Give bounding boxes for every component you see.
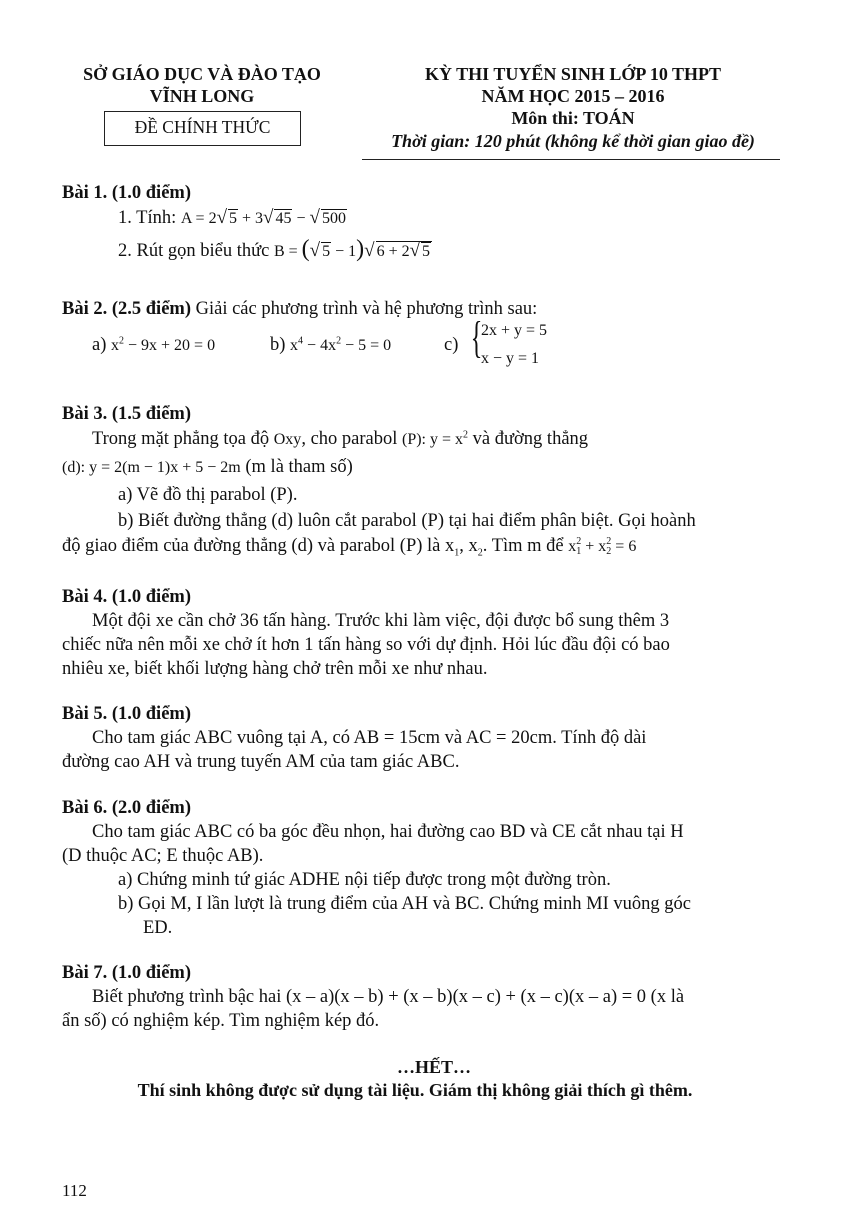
bai2-heading [62, 298, 537, 320]
radicand: 5 [422, 243, 431, 260]
expr-part: − 9x + 20 = 0 [124, 337, 216, 354]
end-marker: …HẾT… [396, 1057, 471, 1077]
bai7-line2: ẩn số) có nghiệm kép. Tìm nghiệm kép đó. [62, 1011, 380, 1031]
bai2-b-expr [290, 337, 391, 354]
expr-part: − 1 [331, 243, 357, 260]
department-name: SỞ GIÁO DỤC VÀ ĐÀO TẠO [83, 64, 321, 84]
expr-part: x [111, 337, 119, 354]
bai3-line2 [62, 456, 353, 479]
bai6-b-line2: ED. [143, 918, 173, 938]
text-part: , x [459, 536, 478, 556]
text-part: . Tìm m để [482, 536, 564, 556]
bai2-c-eq1: 2x + y = 5 [481, 322, 548, 339]
expr-part: 6 + 2 [376, 243, 410, 260]
bai1-q2-expr [273, 236, 432, 262]
subscript: 2 [477, 547, 483, 559]
sqrt-icon: √ [309, 240, 321, 261]
bai3-a: a) Vẽ đồ thị parabol (P). [118, 485, 298, 505]
bai6-a: a) Chứng minh tứ giác ADHE nội tiếp được trong một đường tròn. [118, 870, 611, 890]
item-label: b) [270, 335, 286, 355]
bai6-title: Bài 6. (2.0 điểm) [62, 798, 191, 818]
bai5-title: Bài 5. (1.0 điểm) [62, 704, 191, 724]
radicand: 500 [321, 210, 346, 227]
bai3-b-line2 [62, 535, 636, 558]
expr-part: (P): y = x [402, 431, 464, 448]
expr-part: + x [581, 538, 607, 555]
sqrt-icon: √ [309, 207, 320, 228]
expr-part: − 5 = 0 [341, 337, 392, 354]
line-d-expr: (d): y = 2(m − 1)x + 5 − 2m [62, 459, 241, 476]
bai2-b [270, 334, 391, 357]
text-part: , cho parabol [301, 429, 398, 449]
bai1-title: Bài 1. (1.0 điểm) [62, 183, 191, 203]
sqrt-icon: √ [216, 207, 228, 228]
bai5-line2: đường cao AH và trung tuyến AM của tam giác ABC. [62, 752, 460, 772]
exponent: 2 [336, 335, 342, 347]
bai6-line2: (D thuộc AC; E thuộc AB). [62, 846, 264, 866]
bai3-b-line1: b) Biết đường thẳng (d) luôn cắt parabol (P) tại hai điểm phân biệt. Gọi hoành [118, 511, 696, 531]
exam-rules-note: Thí sinh không được sử dụng tài liệu. Giám thị không giải thích gì thêm. [137, 1080, 693, 1100]
bai2-title: Bài 2. (2.5 điểm) [62, 299, 191, 319]
bai4-line1: Một đội xe cần chở 36 tấn hàng. Trước khi làm việc, đội được bổ sung thêm 3 [92, 611, 670, 631]
bai2-c-eq2: x − y = 1 [481, 350, 540, 367]
bai6-b-line1: b) Gọi M, I lần lượt là trung điểm của AH và BC. Chứng minh MI vuông góc [118, 894, 691, 914]
text-part: (m là tham số) [245, 457, 353, 477]
bai1-q1 [118, 207, 347, 230]
bai1-q1-expr [180, 207, 347, 228]
exam-title: KỲ THI TUYỂN SINH LỚP 10 THPT [424, 64, 722, 84]
paren: ( [301, 236, 310, 262]
sqrt-icon: √ [263, 207, 274, 228]
bai1-q2-prefix: 2. Rút gọn biểu thức [118, 241, 270, 261]
bai3-b-expr [568, 536, 637, 558]
expr-part: B = [273, 243, 302, 260]
expr-part: = 6 [611, 538, 637, 555]
item-label: a) [92, 335, 107, 355]
expr-part: − 4x [303, 337, 337, 354]
sqrt-icon: √ [364, 240, 375, 261]
brace-icon: { [470, 313, 483, 362]
paren: ) [356, 236, 365, 262]
expr-part: x [568, 538, 577, 555]
exam-time: Thời gian: 120 phút (không kể thời gian giao đề) [391, 131, 755, 151]
exponent: 2 [463, 429, 469, 441]
text-part: và đường thẳng [472, 429, 589, 449]
header-underline [362, 159, 780, 160]
bai4-line3: nhiêu xe, biết khối lượng hàng chở trên mỗi xe như nhau. [62, 659, 488, 679]
bai5-line1: Cho tam giác ABC vuông tại A, có AB = 15cm và AC = 20cm. Tính độ dài [92, 728, 647, 748]
bai2-intro: Giải các phương trình và hệ phương trình sau: [195, 299, 538, 319]
page-number: 112 [62, 1181, 87, 1200]
expr-part: A = 2 [180, 210, 217, 227]
bai1-q1-prefix: 1. Tính: [118, 208, 177, 228]
exponent: 4 [298, 335, 304, 347]
subscript: 1 [454, 547, 460, 559]
radicand: 5 [322, 243, 331, 260]
math-oxy: Oxy [273, 431, 302, 448]
subscript: 1 [576, 546, 582, 558]
bai7-title: Bài 7. (1.0 điểm) [62, 963, 191, 983]
bai7-line1: Biết phương trình bậc hai (x – a)(x – b) + (x – b)(x – c) + (x – c)(x – a) = 0 (x là [92, 987, 685, 1007]
exponent: 2 [606, 536, 612, 548]
bai4-title: Bài 4. (1.0 điểm) [62, 587, 191, 607]
text-part: độ giao điểm của đường thẳng (d) và parabol (P) là x [62, 536, 455, 556]
bai4-line2: chiếc nữa nên mỗi xe chở ít hơn 1 tấn hàng so với dự định. Hỏi lúc đầu đội có bao [62, 635, 670, 655]
bai3-line1 [92, 428, 588, 451]
radicand: 45 [275, 210, 292, 227]
text-part: Trong mặt phẳng tọa độ [92, 429, 270, 449]
sqrt-icon: √ [409, 240, 421, 261]
subject: Môn thi: TOÁN [511, 108, 635, 128]
bai3-title: Bài 3. (1.5 điểm) [62, 404, 191, 424]
bai2-a [92, 334, 215, 357]
bai6-line1: Cho tam giác ABC có ba góc đều nhọn, hai đường cao BD và CE cắt nhau tại H [92, 822, 684, 842]
bai1-q2 [118, 238, 432, 263]
province-name: VĨNH LONG [149, 86, 255, 106]
school-year: NĂM HỌC 2015 – 2016 [481, 86, 665, 106]
official-exam-box: ĐỀ CHÍNH THỨC [104, 111, 301, 146]
radicand [376, 241, 432, 261]
exponent: 2 [119, 335, 124, 347]
subscript: 2 [606, 546, 612, 558]
bai2-c-label: c) [444, 335, 459, 355]
expr-part: x [290, 337, 299, 354]
expr-part: + 3 [238, 210, 264, 227]
parabol-expr [402, 431, 468, 448]
expr-part: − [292, 210, 310, 227]
exponent: 2 [576, 536, 582, 548]
radicand: 5 [229, 210, 238, 227]
bai2-a-expr [111, 337, 215, 354]
